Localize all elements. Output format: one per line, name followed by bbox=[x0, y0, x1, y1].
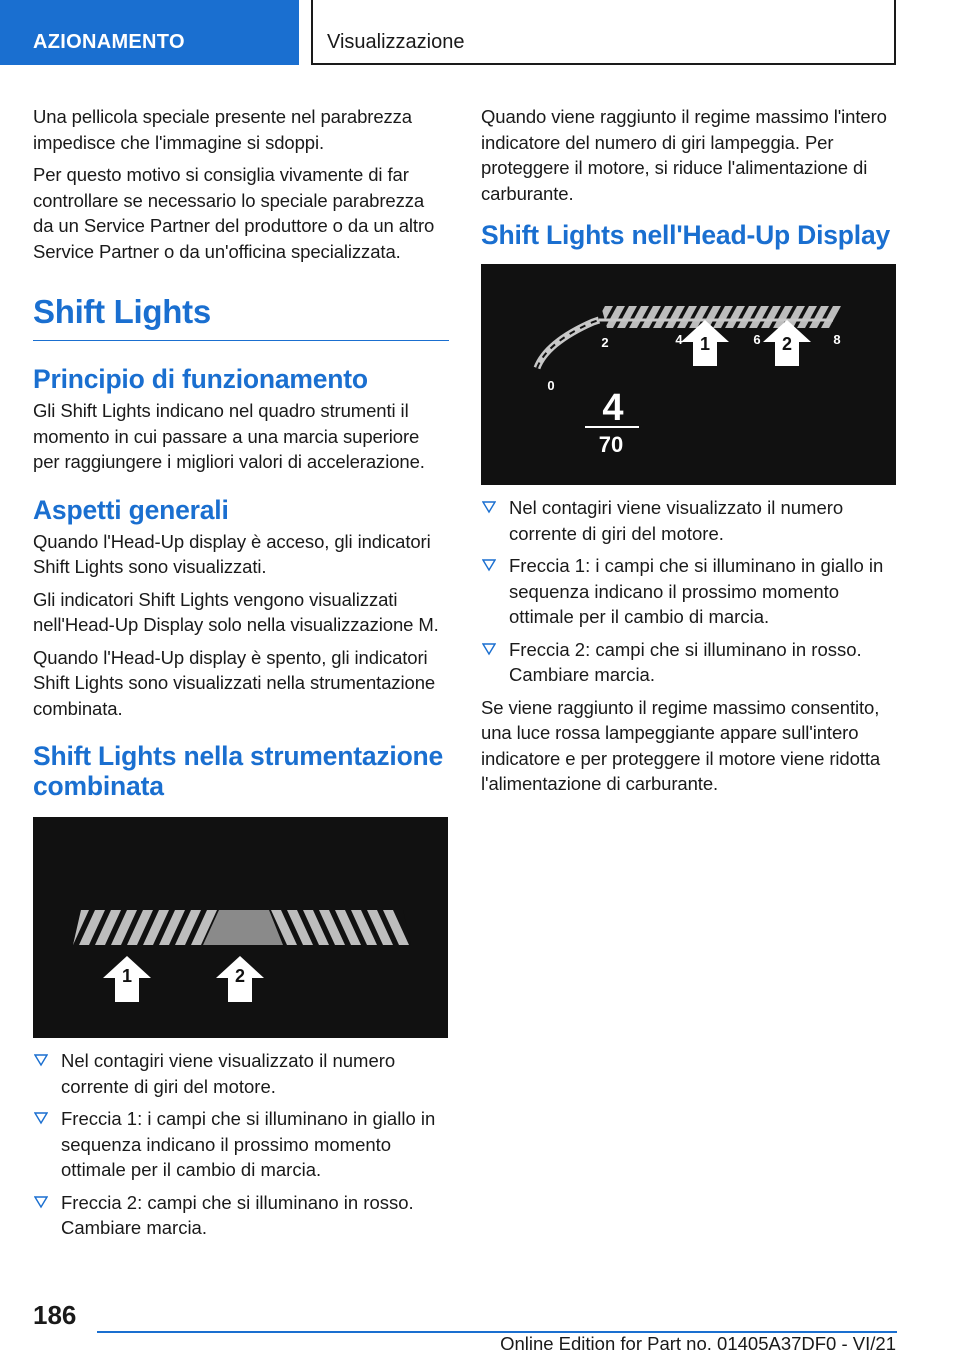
cluster-shift-lights-illustration bbox=[33, 817, 448, 1038]
list-item bbox=[481, 637, 897, 688]
figure-head-up-display bbox=[481, 264, 896, 485]
list-item bbox=[33, 1190, 449, 1241]
heading-hud: Shift Lights nell'Head-Up Display bbox=[481, 220, 891, 250]
general-paragraph-2: Gli indicatori Shift Lights vengono visualizzati nell'Head-Up Display solo nella visualizzazione M. bbox=[33, 588, 439, 635]
arrow-2-label: 2 bbox=[234, 966, 246, 986]
left-column bbox=[33, 104, 449, 1248]
heading-cluster: Shift Lights nella strumentazione combinata bbox=[33, 741, 444, 801]
triangle-bullet-icon bbox=[34, 1111, 48, 1125]
intro-paragraph-2: Per questo motivo si consiglia vivamente di far controllare se necessario lo speciale parabrezza da un Service Partner del produttore o da un altro Service Partner o da un'officina specializzata. bbox=[33, 164, 435, 262]
rpm-limit-paragraph: Quando viene raggiunto il regime massimo l'intero indicatore del numero di giri lampeggia. Per proteggere il motore, si riduce l'alimentazione di carburante. bbox=[481, 106, 887, 204]
hud-tick-6: 6 bbox=[753, 332, 761, 347]
hud-tick-4: 4 bbox=[675, 332, 683, 347]
arrow-2-label: 2 bbox=[781, 334, 793, 354]
section-title: AZIONAMENTO bbox=[33, 31, 185, 53]
heading-principle: Principio di funzionamento bbox=[33, 364, 368, 394]
triangle-bullet-icon bbox=[482, 558, 496, 572]
list-item bbox=[481, 495, 897, 546]
triangle-bullet-icon bbox=[34, 1053, 48, 1067]
chapter-tab bbox=[311, 0, 896, 65]
bullet-text: Nel contagiri viene visualizzato il numero corrente di giri del motore. bbox=[61, 1050, 396, 1097]
arrow-1-label: 1 bbox=[699, 334, 711, 354]
triangle-bullet-icon bbox=[482, 500, 496, 514]
bullet-text: Freccia 1: i campi che si illuminano in giallo in sequenza indicano il prossimo momento ottimale per il cambio di marcia. bbox=[61, 1108, 436, 1180]
list-item bbox=[481, 553, 897, 630]
rpm-warning-paragraph: Se viene raggiunto il regime massimo consentito, una luce rossa lampeggiante appare sull'intero indicatore e per proteggere il motore viene ridotta l'alimentazione di carburante. bbox=[481, 696, 881, 794]
general-paragraph-1: Quando l'Head-Up display è acceso, gli indicatori Shift Lights sono visualizzati. bbox=[33, 530, 431, 577]
triangle-bullet-icon bbox=[34, 1195, 48, 1209]
hud-tick-8: 8 bbox=[833, 332, 841, 347]
page-number: 186 bbox=[33, 1300, 77, 1330]
triangle-bullet-icon bbox=[482, 642, 496, 656]
bullet-text: Freccia 2: campi che si illuminano in rosso. Cambiare marcia. bbox=[61, 1191, 414, 1238]
bullet-text: Freccia 2: campi che si illuminano in rosso. Cambiare marcia. bbox=[509, 638, 862, 685]
general-paragraph-3: Quando l'Head-Up display è spento, gli indicatori Shift Lights sono visualizzati nella strumentazione combinata. bbox=[33, 646, 436, 719]
section-tab bbox=[0, 0, 299, 65]
principle-paragraph: Gli Shift Lights indicano nel quadro strumenti il momento in cui passare a una marcia superiore per raggiungere i migliori valori di accelerazione. bbox=[33, 400, 425, 472]
hud-tick-2: 2 bbox=[601, 335, 609, 350]
edition-info: Online Edition for Part no. 01405A37DF0 - VI/21 bbox=[500, 1333, 896, 1354]
list-item bbox=[33, 1106, 449, 1183]
figure-instrument-cluster bbox=[33, 817, 448, 1038]
section-heading-shift-lights: Shift Lights bbox=[33, 294, 449, 341]
right-column bbox=[481, 104, 897, 804]
list-item bbox=[33, 1048, 449, 1099]
cluster-bullet-list bbox=[33, 1048, 449, 1241]
hud-shift-lights-illustration bbox=[481, 264, 896, 485]
bullet-text: Nel contagiri viene visualizzato il numero corrente di giri del motore. bbox=[509, 497, 844, 544]
arrow-1-label: 1 bbox=[121, 966, 133, 986]
heading-general: Aspetti generali bbox=[33, 494, 229, 525]
hud-tick-0: 0 bbox=[547, 378, 555, 393]
hud-gear-value: 4 bbox=[602, 387, 624, 429]
chapter-title: Visualizzazione bbox=[327, 31, 465, 53]
bullet-text: Freccia 1: i campi che si illuminano in giallo in sequenza indicano il prossimo momento ottimale per il cambio di marcia. bbox=[509, 555, 884, 627]
hud-speed-value: 70 bbox=[598, 432, 624, 457]
hud-bullet-list bbox=[481, 495, 897, 688]
intro-paragraph-1: Una pellicola speciale presente nel parabrezza impedisce che l'immagine si sdoppi. bbox=[33, 106, 412, 153]
